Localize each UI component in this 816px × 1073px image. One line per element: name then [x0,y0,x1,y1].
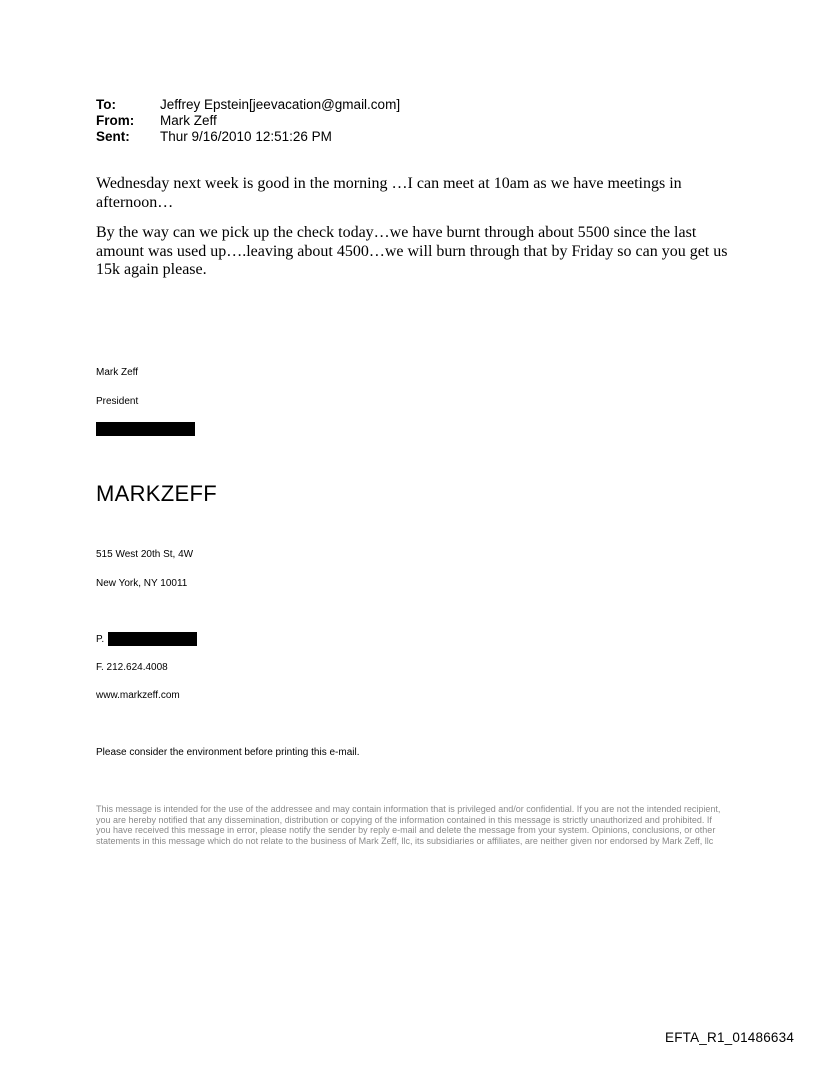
document-id: EFTA_R1_01486634 [665,1030,795,1045]
redaction-bar [108,632,197,646]
signature-title: President [96,396,139,407]
address-line-1: 515 West 20th St, 4W [96,549,194,560]
email-body [96,175,736,292]
body-paragraph-1: Wednesday next week is good in the morning …I can meet at 10am as we have meetings in afternoon… [96,175,682,211]
legal-disclaimer: This message is intended for the use of the addressee and may contain information that is privileged and/or confidential. If you are not the intended recipient, you are hereby notified that any dissemination, distribution or copying of the information contained in this message is strictly unauthorized and prohibited. If you have received this message in error, please notify the sender by reply e-mail and delete the message from your system. Opinions, conclusions, or other statements in this message which do not relate to the business of Mark Zeff, llc, its subsidiaries or affiliates, are neither given nor endorsed by Mark Zeff, llc [96,804,721,846]
fax-number: F. 212.624.4008 [96,662,168,673]
email-header [96,97,400,145]
to-row [96,97,400,113]
signature-name: Mark Zeff [96,367,139,378]
from-value: Mark Zeff [160,113,217,128]
from-row [96,113,400,129]
environment-note: Please consider the environment before printing this e-mail. [96,747,360,758]
redaction-bar [96,422,195,436]
company-logo: MARKZEFF [96,481,217,506]
body-paragraph-2: By the way can we pick up the check today…we have burnt through about 5500 since the last amount was used up….leaving about 4500…we will burn through that by Friday so can you get us 15k again please. [96,224,728,278]
sent-row [96,129,400,145]
phone-label: P. [96,634,105,645]
to-label: To: [96,97,116,112]
sent-value: Thur 9/16/2010 12:51:26 PM [160,129,332,144]
to-value: Jeffrey Epstein[jeevacation@gmail.com] [160,97,401,112]
website-link[interactable]: www.markzeff.com [96,690,180,701]
from-label: From: [96,113,135,128]
address-line-2: New York, NY 10011 [96,578,188,589]
sent-label: Sent: [96,129,130,144]
